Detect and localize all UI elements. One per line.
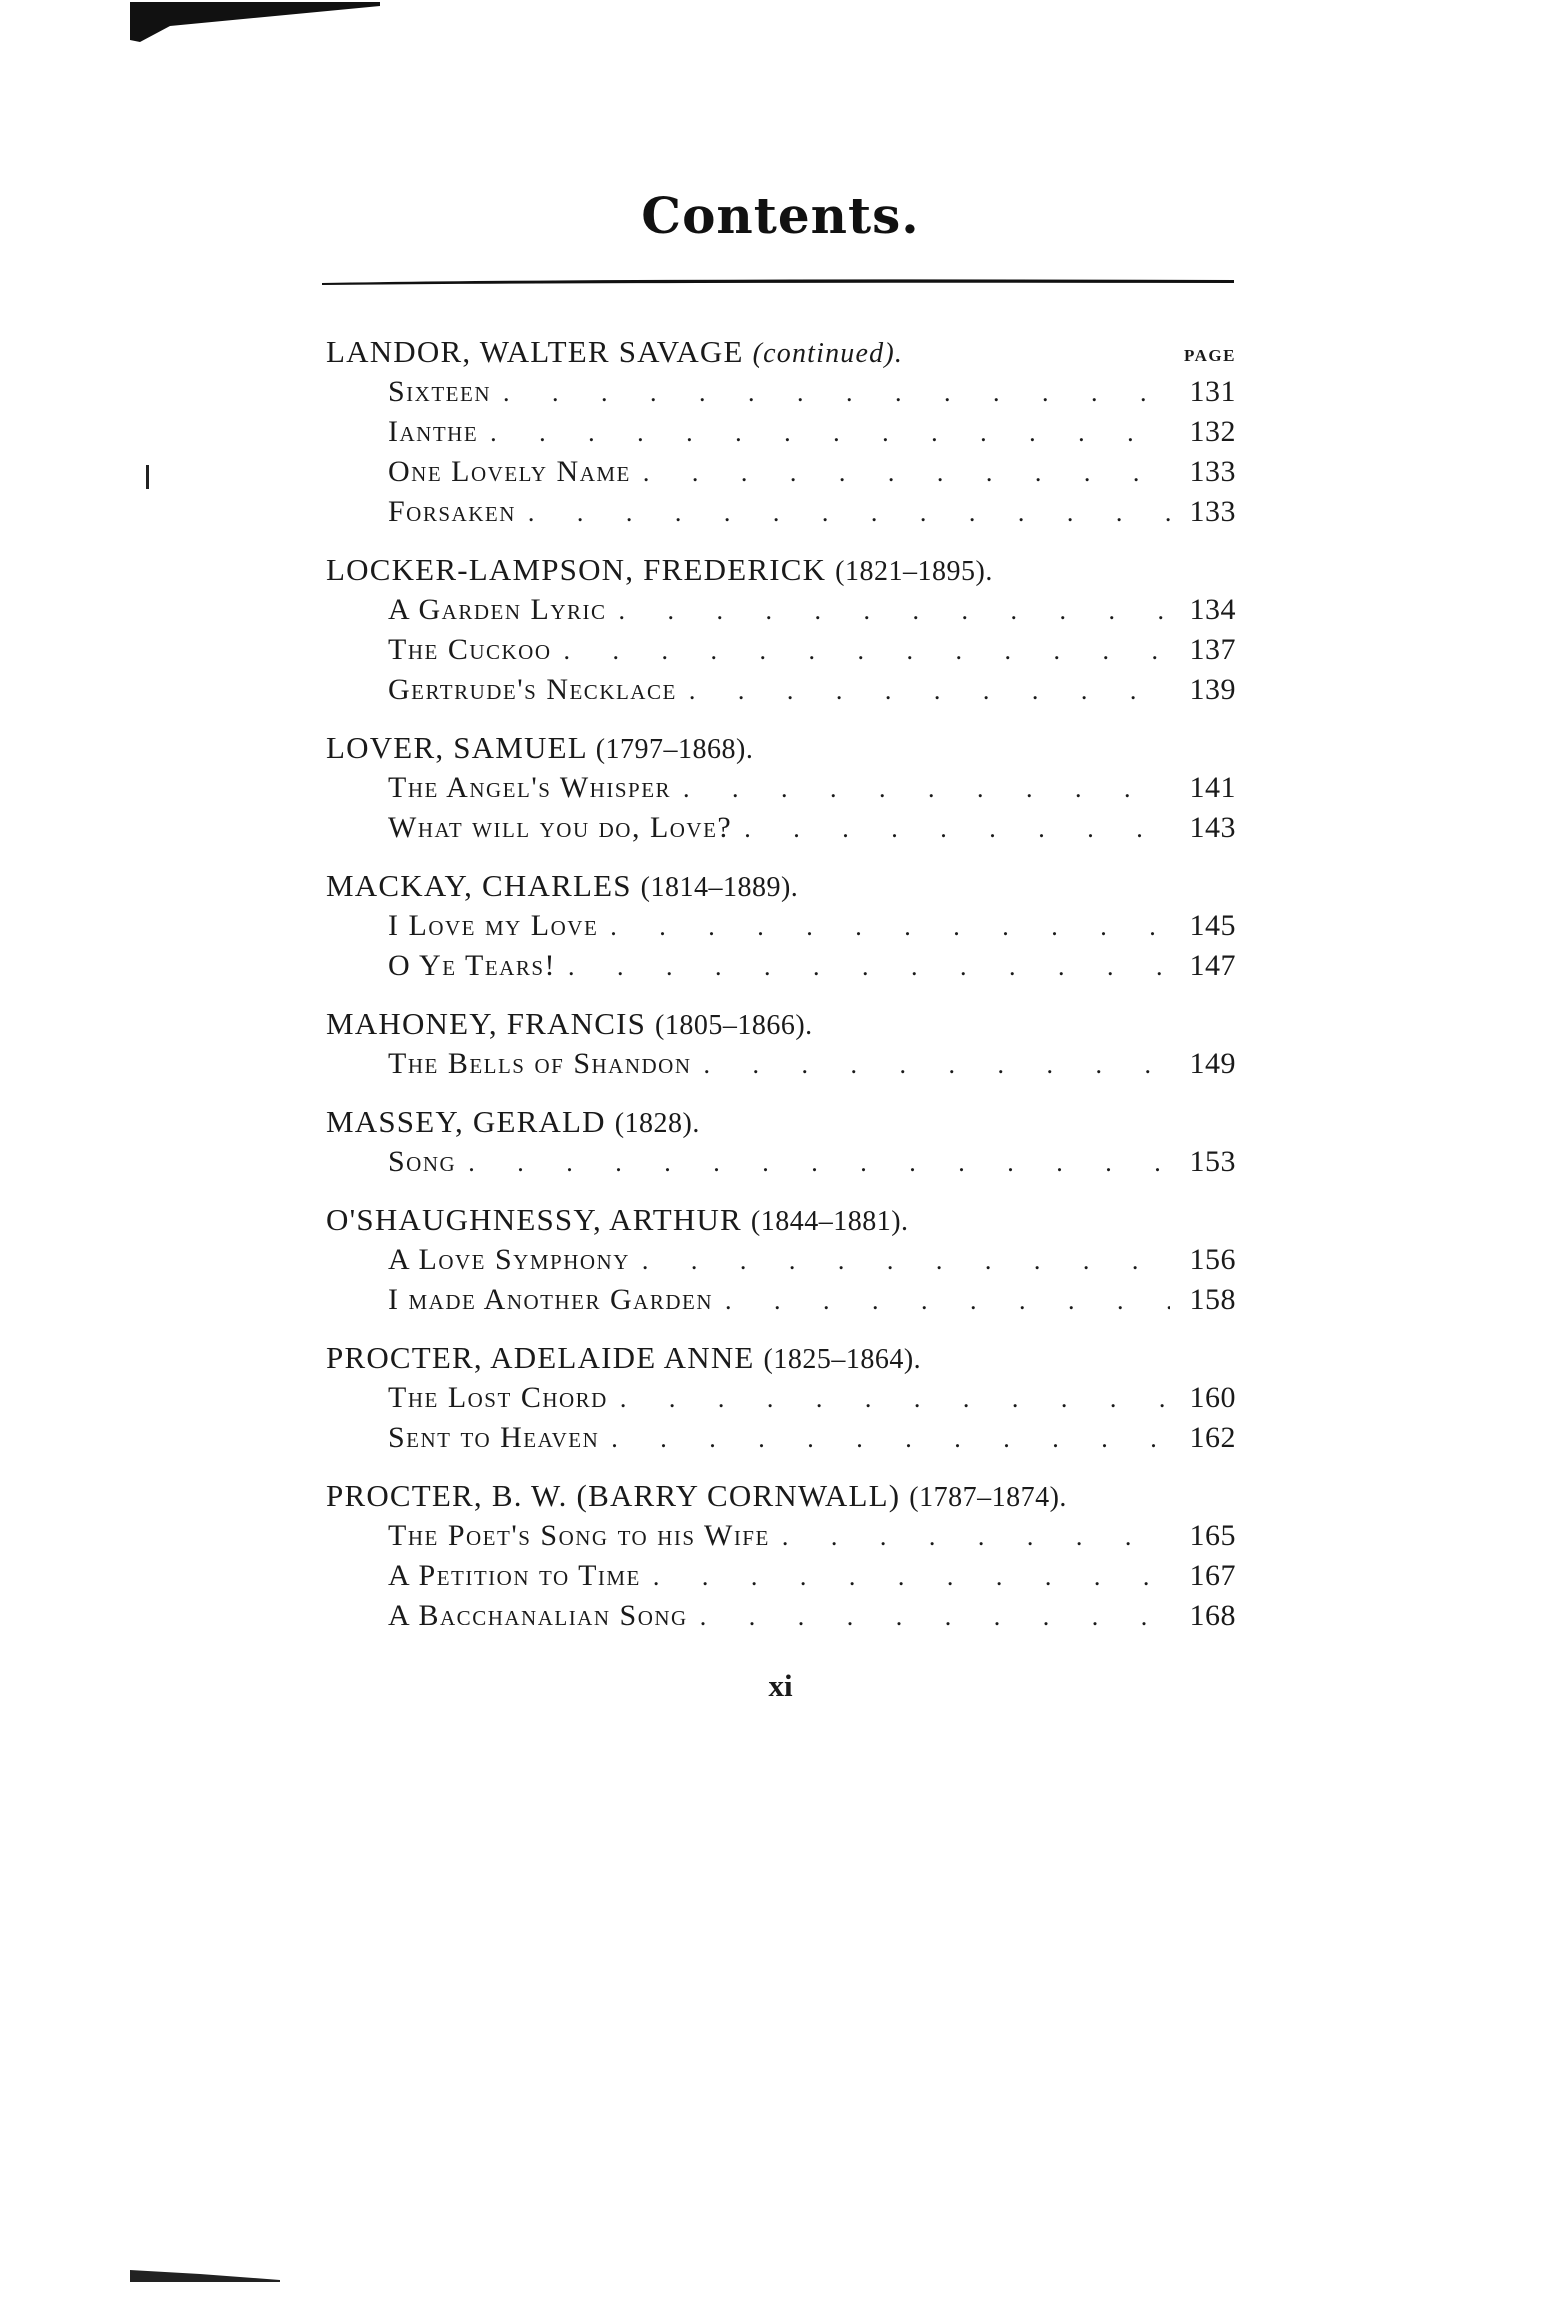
author-group: [326, 1102, 1236, 1182]
author-group: [326, 1200, 1236, 1320]
entry-title: I made Another Garden: [388, 1283, 713, 1316]
dot-leader: [782, 1517, 1170, 1557]
entry-page-number: 147: [1189, 949, 1236, 982]
entry-page-number: 149: [1189, 1047, 1236, 1080]
entry-title: One Lovely Name: [388, 455, 631, 488]
entry-page-number: 158: [1189, 1283, 1236, 1316]
dot-leader: [704, 1045, 1170, 1085]
author-dates: (1825–1864).: [763, 1344, 922, 1375]
author-name: LOVER, SAMUEL: [326, 730, 587, 765]
page-column-label: PAGE: [1184, 346, 1236, 365]
entry-page-number: 156: [1189, 1243, 1236, 1276]
toc-entry: [326, 1280, 1236, 1320]
author-name: PROCTER, ADELAIDE ANNE: [326, 1340, 755, 1375]
toc-entry: [326, 590, 1236, 630]
dot-leader: [744, 809, 1170, 849]
toc-entry: [326, 1596, 1236, 1636]
toc-header-row: [326, 332, 1236, 372]
author-heading: [326, 1102, 1236, 1142]
entry-title: A Garden Lyric: [388, 593, 607, 626]
dot-leader: [683, 769, 1170, 809]
author-heading: [326, 550, 1236, 590]
entry-title: What will you do, Love?: [388, 811, 733, 844]
entry-title: A Bacchanalian Song: [388, 1599, 688, 1632]
toc-entry: [326, 1378, 1236, 1418]
toc-entry: [326, 768, 1236, 808]
toc-entry: [326, 1240, 1236, 1280]
entry-page-number: 132: [1189, 415, 1236, 448]
scan-mark-top: [130, 0, 380, 44]
entry-page-number: 153: [1189, 1145, 1236, 1178]
entry-page-number: 143: [1189, 811, 1236, 844]
entry-page-number: 133: [1189, 495, 1236, 528]
author-group: [326, 1338, 1236, 1458]
entry-title: The Lost Chord: [388, 1381, 608, 1414]
dot-leader: [490, 413, 1170, 453]
entry-title: The Angel's Whisper: [388, 771, 672, 804]
toc-entry: [326, 630, 1236, 670]
author-name: MAHONEY, FRANCIS: [326, 1006, 647, 1041]
author-dates: (1797–1868).: [595, 734, 754, 765]
dot-leader: [619, 591, 1170, 631]
author-group: [326, 866, 1236, 986]
author-group: [326, 550, 1236, 710]
entry-page-number: 131: [1189, 375, 1236, 408]
entry-page-number: 133: [1189, 455, 1236, 488]
dot-leader: [643, 453, 1170, 493]
entry-title: A Petition to Time: [388, 1559, 641, 1592]
author-name: LOCKER-LAMPSON, FREDERICK: [326, 552, 827, 587]
author-group: [326, 1004, 1236, 1084]
dot-leader: [653, 1557, 1170, 1597]
toc-entry: [326, 1418, 1236, 1458]
entry-title: The Poet's Song to his Wife: [388, 1519, 770, 1552]
entry-page-number: 168: [1189, 1599, 1236, 1632]
dot-leader: [610, 907, 1170, 947]
table-of-contents: [326, 332, 1236, 1636]
author-dates: (1805–1866).: [655, 1010, 813, 1041]
entry-page-number: 134: [1189, 593, 1236, 626]
author-heading: [326, 1338, 1236, 1378]
author-groups: [326, 332, 1236, 1636]
toc-entry: [326, 906, 1236, 946]
entry-title: A Love Symphony: [388, 1243, 630, 1276]
toc-entry: [326, 452, 1236, 492]
entry-title: Sent to Heaven: [388, 1421, 600, 1454]
author-group: [326, 728, 1236, 848]
author-dates: (1844–1881).: [750, 1206, 909, 1237]
dot-leader: [611, 1419, 1170, 1459]
dot-leader: [642, 1241, 1170, 1281]
toc-entry: [326, 670, 1236, 710]
entry-page-number: 141: [1189, 771, 1236, 804]
author-heading: [326, 1004, 1236, 1044]
author-name: LANDOR, WALTER SAVAGE: [326, 334, 744, 369]
author-name: O'SHAUGHNESSY, ARTHUR: [326, 1202, 742, 1237]
page-number: xi: [768, 1668, 793, 1703]
scan-tick-mark: [146, 465, 149, 489]
entry-title: The Bells of Shandon: [388, 1047, 692, 1080]
toc-entry: [326, 492, 1236, 532]
entry-page-number: 139: [1189, 673, 1236, 706]
continued-note: (continued).: [752, 338, 904, 369]
toc-entry: [326, 1516, 1236, 1556]
dot-leader: [468, 1143, 1170, 1183]
author-heading: [326, 1200, 1236, 1240]
toc-entry: [326, 946, 1236, 986]
dot-leader: [689, 671, 1170, 711]
author-dates: (1828).: [614, 1108, 700, 1139]
dot-leader: [700, 1597, 1170, 1637]
toc-entry: [326, 1142, 1236, 1182]
dot-leader: [503, 373, 1170, 413]
entry-page-number: 145: [1189, 909, 1236, 942]
author-heading: [326, 1476, 1236, 1516]
author-group: [326, 1476, 1236, 1636]
author-name: MASSEY, GERALD: [326, 1104, 606, 1139]
entry-page-number: 165: [1189, 1519, 1236, 1552]
entry-title: Sixteen: [388, 375, 491, 408]
page-title: Contents.: [641, 186, 920, 245]
dot-leader: [620, 1379, 1170, 1419]
toc-entry: [326, 1044, 1236, 1084]
author-name: PROCTER, B. W. (BARRY CORNWALL): [326, 1478, 901, 1513]
entry-title: O Ye Tears!: [388, 949, 556, 982]
entry-title: Song: [388, 1145, 457, 1178]
entry-title: Gertrude's Necklace: [388, 673, 677, 706]
toc-entry: [326, 372, 1236, 412]
author-name: MACKAY, CHARLES: [326, 868, 632, 903]
entry-title: Forsaken: [388, 495, 516, 528]
author-dates: (1814–1889).: [640, 872, 799, 903]
author-heading: [326, 728, 1236, 768]
author-heading: [326, 866, 1236, 906]
entry-page-number: 162: [1189, 1421, 1236, 1454]
entry-page-number: 167: [1189, 1559, 1236, 1592]
entry-title: Ianthe: [388, 415, 479, 448]
toc-entry: [326, 808, 1236, 848]
entry-page-number: 160: [1189, 1381, 1236, 1414]
entry-title: I Love my Love: [388, 909, 599, 942]
toc-entry: [326, 412, 1236, 452]
dot-leader: [528, 493, 1170, 533]
author-dates: (1787–1874).: [909, 1482, 1067, 1513]
entry-page-number: 137: [1189, 633, 1236, 666]
dot-leader: [725, 1281, 1170, 1321]
scan-mark-bottom: [130, 2268, 280, 2284]
title-rule: [322, 275, 1234, 287]
toc-entry: [326, 1556, 1236, 1596]
entry-title: The Cuckoo: [388, 633, 552, 666]
dot-leader: [564, 631, 1171, 671]
dot-leader: [568, 947, 1170, 987]
author-dates: (1821–1895).: [835, 556, 993, 587]
